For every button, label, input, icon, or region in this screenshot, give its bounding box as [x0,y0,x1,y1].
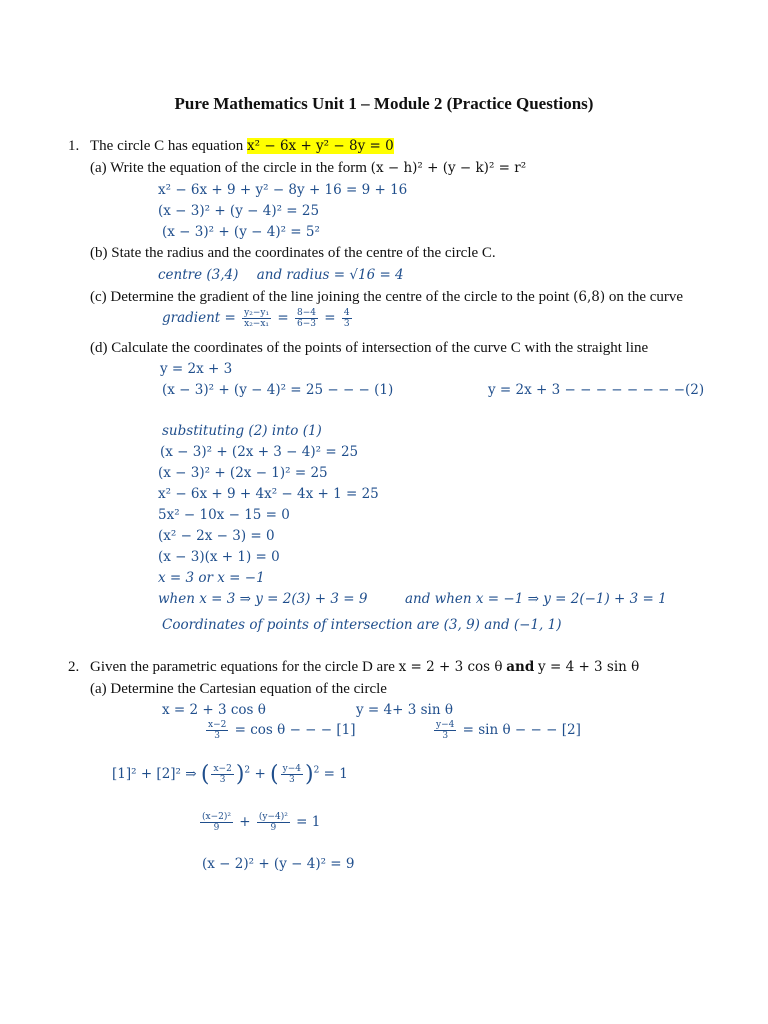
q1-d-step-5: (x² − 2x − 3) = 0 [158,528,275,544]
q2-sin-rhs: = sin θ − − − [2] [462,722,581,738]
q1-a-form: (x − h)² + (y − k)² = r² [370,160,527,176]
q1-d-line: y = 2x + 3 [160,361,233,377]
q1-a-line-1: x² − 6x + 9 + y² − 8y + 16 = 9 + 16 [158,182,408,198]
q2-stem-text: Given the parametric equations for the circle D are [90,659,395,675]
q2-cos-line [204,720,356,741]
q2-combine-rhs: = 1 [323,766,348,782]
q1-a-label: (a) Write the equation of the circle in the form [90,160,367,176]
q1-c-frac-3: $\frac{4}{3}$ [343,308,350,329]
question-2-stem [90,659,639,676]
q1-c-frac-1: $\frac{\text{y₂−y₁}}{\text{x₂−x₁}}$ [244,308,270,329]
q1-c-point: (6,8) [573,289,606,305]
q1-d-when-1: when x = 3 ⇒ y = 2(3) + 3 = 9 [158,591,368,607]
q2-square-2: 2 [313,765,320,776]
q2-y-eq: y = 4+ 3 sin θ [356,702,453,718]
q1-b-centre: centre (3,4) [158,267,239,283]
q2-x-eq: x = 2 + 3 cos θ [162,702,266,718]
q1-d-step-3: x² − 6x + 9 + 4x² − 4x + 1 = 25 [158,486,379,502]
q1-c-eq-2: = [324,310,336,326]
q2-sin-frac: $\frac{y-4}{3}$ [436,720,455,741]
q1-b-label: (b) State the radius and the coordinates of the centre of the circle C. [90,245,496,261]
q1-b-radius: and radius = √16 = 4 [256,267,404,283]
q2-step-2 [198,812,320,833]
q2-cos-rhs: = cos θ − − − [1] [234,722,356,738]
q1-d-label: (d) Calculate the coordinates of the points of intersection of the curve C with the straight line [90,340,649,356]
q1-d-when-2: and when x = −1 ⇒ y = 2(−1) + 3 = 1 [405,591,667,607]
q2-step2-frac-1: $\frac{\text{(x−2)²}}{9}$ [202,812,231,833]
q2-step2-rhs: = 1 [296,814,321,830]
page-title: Pure Mathematics Unit 1 – Module 2 (Practice Questions) [174,94,594,113]
q2-combine-frac-1: $\frac{x-2}{3}$ [213,764,232,785]
q1-c-label: (c) Determine the gradient of the line joining the centre of the circle to the point [90,289,570,305]
q2-combine-frac-2: $\frac{y-4}{3}$ [282,764,301,785]
q2-sin-line [432,720,581,741]
q1-part-a [90,160,526,177]
q2-step2-frac-2: $\frac{\text{(y−4)²}}{9}$ [258,812,288,833]
q1-d-step-1: (x − 3)² + (2x + 3 − 4)² = 25 [160,444,359,460]
q1-d-conclusion: Coordinates of points of intersection are (3, 9) and (−1, 1) [162,617,562,633]
q2-combine-lhs: [1]² + [2]² ⇒ [112,766,197,782]
question-1-number: 1. [68,138,80,154]
q1-c-gradient-label: gradient = [162,310,236,326]
q1-a-line-2: (x − 3)² + (y − 4)² = 25 [158,203,320,219]
q1-d-eq-1: (x − 3)² + (y − 4)² = 25 − − − (1) [162,382,394,398]
q1-d-substituting: substituting (2) into (1) [162,423,322,439]
question-2-number: 2. [68,659,80,675]
q1-c-label-end: on the curve [608,289,684,305]
q1-d-eq-2: y = 2x + 3 − − − − − − − −(2) [488,382,705,398]
q2-param-y: y = 4 + 3 sin θ [538,659,640,675]
q1-equation: x² − 6x + y² − 8y = 0 [247,138,394,154]
q2-param-and: and [506,659,535,675]
question-1-stem [90,138,394,155]
q1-d-step-6: (x − 3)(x + 1) = 0 [158,549,280,565]
q2-final-equation: (x − 2)² + (y − 4)² = 9 [202,856,355,872]
q2-a-label: (a) Determine the Cartesian equation of the circle [90,681,387,697]
q2-combine-plus: + [254,766,266,782]
q1-c-eq-1: = [277,310,289,326]
q2-step2-plus: + [239,814,251,830]
q2-param-x: x = 2 + 3 cos θ [398,659,503,675]
q1-c-frac-2: $\frac{8-4}{6-3}$ [296,308,316,329]
q1-part-c [90,289,683,306]
q1-d-step-2: (x − 3)² + (2x − 1)² = 25 [158,465,328,481]
q1-a-line-3: (x − 3)² + (y − 4)² = 5² [162,224,320,240]
q1-stem-text: The circle C has equation [90,138,244,154]
q1-d-step-4: 5x² − 10x − 15 = 0 [158,507,290,523]
q1-c-gradient [162,308,354,329]
q1-d-step-7: x = 3 or x = −1 [158,570,265,586]
q2-square-1: 2 [244,765,251,776]
q2-combine-line: [1]² + [2]² ⇒ ( $\frac{x-2}{3}$ )$^2$ + ( $\frac{y-4}{3}$ )$^2$ = 1 [112,762,348,787]
q1-b-answer [158,267,404,283]
q2-cos-frac: $\frac{x-2}{3}$ [208,720,227,741]
